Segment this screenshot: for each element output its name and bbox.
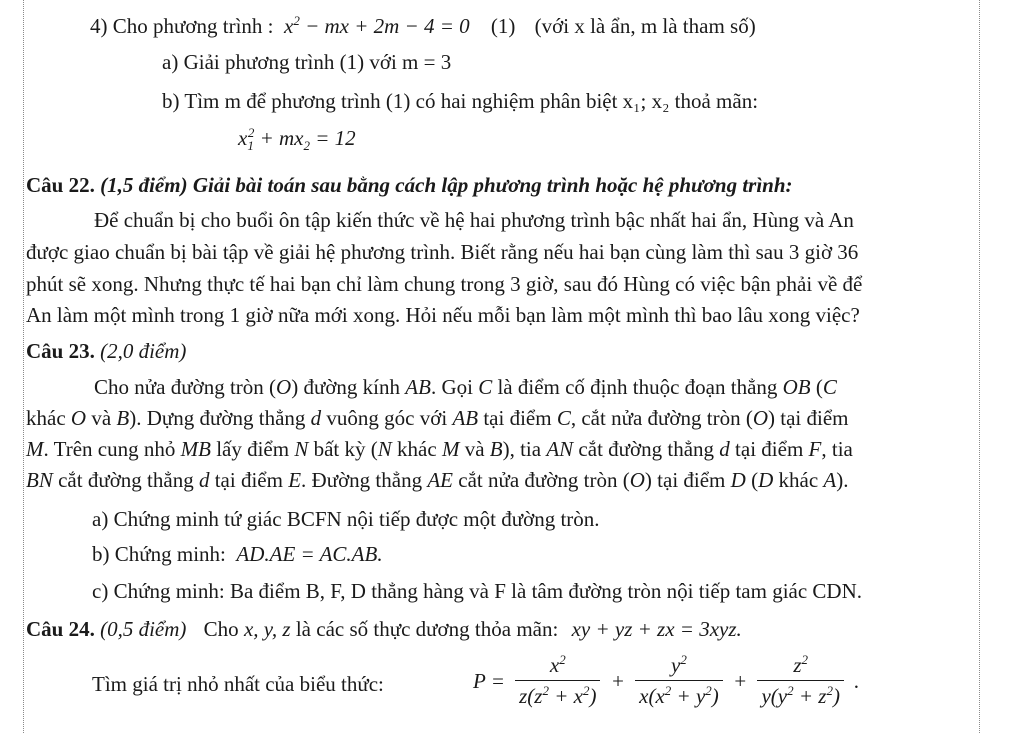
fraction-3: $\frac{z^2}{y(y^2 + z^2)}$ <box>757 650 843 711</box>
q23-text-1: Cho nửa đường tròn (O) đường kính AB. Gọi C là điểm cố định thuộc đoạn thẳng OB (C <box>94 375 837 399</box>
q23-heading <box>26 339 186 363</box>
q22-heading <box>26 173 793 197</box>
period: . <box>854 668 860 693</box>
q4-part-b: b) Tìm m để phương trình (1) có hai nghiệm phân biệt x₁; x₂ thoả mãn: <box>162 89 759 113</box>
q4-condition: $x_1^2 + mx_2 = 12$ <box>238 125 356 154</box>
q4-equation: $x^2$ − mx + 2m − 4 = 0 <box>278 13 470 38</box>
q4-intro-line <box>90 14 756 38</box>
q22-text-2: được giao chuẩn bị bài tập về giải hệ phương trình. Biết rằng nếu hai bạn cùng làm thì sau 3 giờ 36 <box>26 240 859 264</box>
q24-find: Tìm giá trị nhỏ nhất của biểu thức: <box>92 672 384 696</box>
q23-text-2: khác O và B). Dựng đường thẳng d vuông góc với AB tại điểm C, cắt nửa đường tròn (O) tại điểm <box>26 406 849 430</box>
q24-desc: là các số thực dương thỏa mãn: <box>295 617 559 641</box>
q4-intro: 4) Cho phương trình : <box>90 14 274 38</box>
q22-title: (1,5 điểm) Giải bài toán sau bằng cách lập phương trình hoặc hệ phương trình: <box>100 173 793 197</box>
q24-condition: xy + yz + zx = 3xyz. <box>571 617 742 641</box>
p-equals: P = <box>473 668 505 693</box>
q22-text-4: An làm một mình trong 1 giờ nữa mới xong. Hỏi nếu mỗi bạn làm một mình thì bao lâu xong việc? <box>26 303 860 327</box>
q22-text-3: phút sẽ xong. Nhưng thực tế hai bạn chỉ làm chung trong 3 giờ, sau đó Hùng có việc bận phải về để <box>26 272 863 296</box>
q24-vars: x, y, z <box>243 617 291 641</box>
q24-heading <box>26 617 742 641</box>
q22-text-1: Để chuẩn bị cho buổi ôn tập kiến thức về hệ hai phương trình bậc nhất hai ẩn, Hùng và An <box>94 208 854 232</box>
q23-label: Câu 23. <box>26 339 95 363</box>
q23-part-b: b) Chứng minh: <box>92 542 226 566</box>
q24-label: Câu 24. <box>26 617 95 641</box>
q4-part-a: a) Giải phương trình (1) với m = 3 <box>162 50 452 74</box>
plus-1: + <box>610 668 625 693</box>
q23-part-c: c) Chứng minh: Ba điểm B, F, D thẳng hàng và F là tâm đường tròn nội tiếp tam giác CDN. <box>92 579 863 603</box>
q23-title: (2,0 điểm) <box>100 339 187 363</box>
q23-part-a: a) Chứng minh tứ giác BCFN nội tiếp được một đường tròn. <box>92 507 600 531</box>
fraction-2: $\frac{y^2}{x(x^2 + y^2)}$ <box>635 650 723 711</box>
q23-part-b-formula: AD.AE = AC.AB. <box>231 542 383 566</box>
q23-text-4: BN cắt đường thẳng d tại điểm E. Đường thẳng AE cắt nửa đường tròn (O) tại điểm D (D khác A). <box>26 468 849 492</box>
q4-number: (1) <box>490 14 516 38</box>
q24-cho: Cho <box>203 617 239 641</box>
q24-expression <box>470 650 862 711</box>
fraction-1: $\frac{x^2}{z(z^2 + x^2)}$ <box>515 650 600 711</box>
q24-title: (0,5 điểm) <box>100 617 187 641</box>
plus-2: + <box>733 668 748 693</box>
q23-text-3: M. Trên cung nhỏ MB lấy điểm N bất kỳ (N khác M và B), tia AN cắt đường thẳng d tại điểm F, tia <box>26 437 853 461</box>
q22-label: Câu 22. <box>26 173 95 197</box>
q23-part-b-line <box>92 542 383 566</box>
q4-note: (với x là ẩn, m là tham số) <box>534 14 756 38</box>
